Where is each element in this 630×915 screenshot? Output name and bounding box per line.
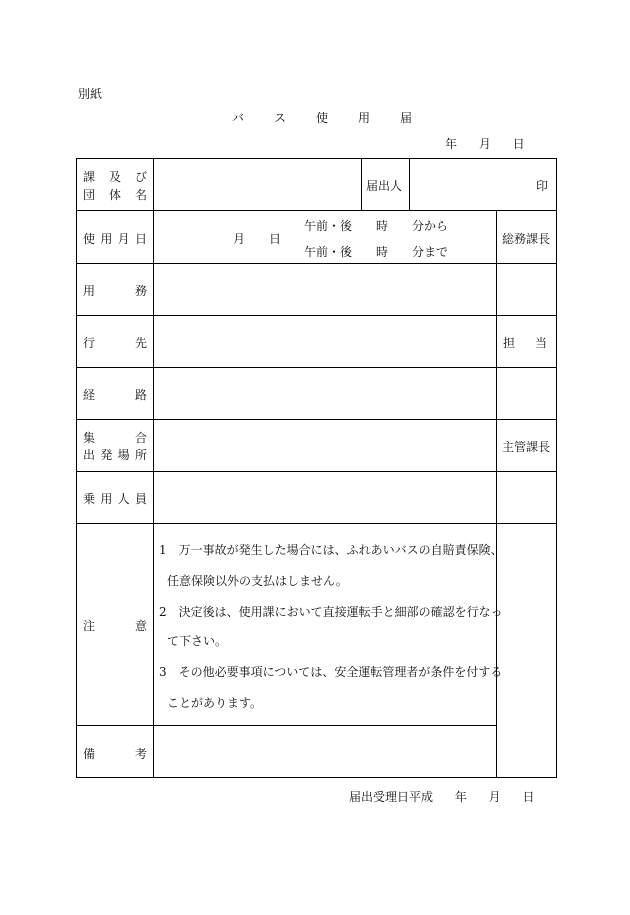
note-2-line1: 2 決定後は、使用課において直接運転手と細部の確認を行なっ	[159, 605, 503, 619]
note-1-line2: 任意保険以外の支払はしません。	[167, 574, 348, 588]
receipt-date: 届出受理日平成 年 月 日	[349, 790, 535, 804]
form-title: バス使用届	[232, 111, 443, 125]
notes-label: 注 意	[83, 619, 147, 633]
passengers-label: 乗 用 人 員	[83, 492, 147, 506]
destination-label: 行 先	[83, 336, 147, 350]
gathering-label-line2: 出 発 場 所	[83, 448, 147, 462]
department-label-line2: 団 体 名	[83, 188, 147, 202]
department-label-line1: 課 及 び	[83, 170, 147, 184]
route-field[interactable]	[154, 368, 496, 419]
note-3-line1: 3 その他必要事項については、安全運転管理者が条件を付する	[159, 665, 503, 679]
note-3-line2: ことがあります。	[167, 696, 263, 710]
time-to-field[interactable]: 午前・後 時 分まで	[304, 245, 449, 259]
person-in-charge-seal-box[interactable]	[497, 368, 556, 419]
remarks-field[interactable]	[154, 726, 496, 777]
attachment-label: 別紙	[78, 87, 103, 101]
time-from-field[interactable]: 午前・後 時 分から	[304, 219, 449, 233]
chief-seal-box[interactable]	[497, 472, 556, 523]
remarks-label: 備 考	[83, 747, 147, 761]
applicant-label: 届出人	[366, 179, 403, 193]
gathering-place-field[interactable]	[154, 420, 496, 471]
seal-mark: 印	[536, 179, 549, 193]
gathering-label-line1: 集 合	[83, 431, 147, 445]
purpose-label: 用 務	[83, 284, 147, 298]
destination-field[interactable]	[154, 316, 496, 367]
route-label: 経 路	[83, 388, 147, 402]
note-1-line1: 1 万一事故が発生した場合には、ふれあいバスの自賠責保険、	[159, 543, 503, 557]
person-in-charge-label: 担 当	[503, 336, 547, 350]
month-day-field[interactable]: 月 日	[233, 232, 282, 246]
general-affairs-chief-label: 総務課長	[501, 232, 550, 246]
chief-label: 主管課長	[501, 440, 550, 454]
department-field[interactable]	[154, 159, 360, 210]
general-affairs-chief-seal-box[interactable]	[497, 264, 556, 315]
applicant-field[interactable]	[410, 159, 556, 210]
passengers-field[interactable]	[154, 472, 496, 523]
purpose-field[interactable]	[154, 264, 496, 315]
note-2-line2: て下さい。	[167, 634, 228, 648]
use-date-label: 使 用 月 日	[83, 232, 147, 246]
submission-date: 年 月 日	[445, 137, 525, 151]
